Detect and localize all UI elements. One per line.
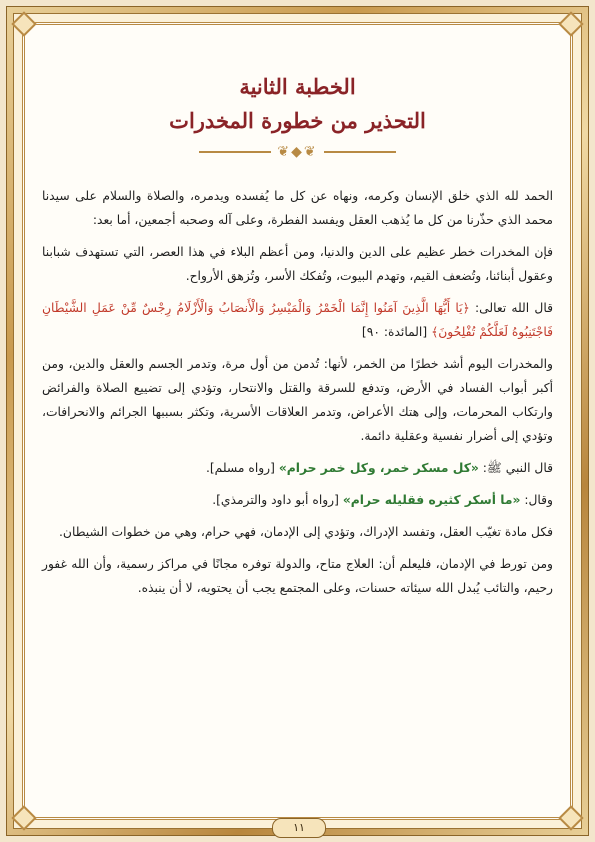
title-divider [42, 144, 553, 160]
paragraph-quran [42, 296, 553, 344]
page-subtitle: التحذير من خطورة المخدرات [169, 108, 426, 133]
page-title: الخطبة الثانية [239, 74, 356, 99]
paragraph-hadith-2 [42, 488, 553, 512]
hadith-intro: وقال: [520, 493, 553, 507]
hadith-text: «ما أسكر كثيره فقليله حرام» [342, 493, 521, 507]
quran-reference: [المائدة: ٩٠] [361, 325, 432, 339]
flourish-icon: ❦◆❦ [277, 144, 318, 160]
hadith-reference: [رواه مسلم]. [205, 461, 279, 475]
hadith-text: «كل مسكر خمر، وكل خمر حرام» [278, 461, 479, 475]
paragraph-treatment: ومن تورط في الإدمان، فليعلم أن: العلاج متاح، والدولة توفره مجانًا في مراكز رسمية، وأن الله غفور رحيم، والتائب يُبدل الله سيئاته حسنات، وعلى المجتمع يجب أن يحتويه، لا أن ينبذه. [42, 557, 553, 595]
hadith-intro: قال النبي ﷺ: [478, 461, 553, 475]
quran-verse: ﴿يَا أَيُّهَا الَّذِينَ آمَنُوا إِنَّمَا الْخَمْرُ وَالْمَيْسِرُ وَالْأَنصَابُ وَالْأَزْلَامُ رِجْسٌ مِّنْ عَمَلِ الشَّيْطَانِ فَاجْتَنِبُوهُ لَعَلَّكُمْ تُفْلِحُونَ﴾ [42, 301, 553, 339]
paragraph-hadith-1 [42, 456, 553, 480]
sermon-content [42, 70, 553, 608]
quran-intro: قال الله تعالى: [469, 301, 553, 315]
page-number: ١١ [272, 818, 326, 838]
paragraph-danger: فإن المخدرات خطر عظيم على الدين والدنيا، ومن أعظم البلاء في هذا العصر، التي تستهدف شبابنا وعقول أبنائنا، وتُضعف القيم، وتهدم البيوت، وتُفكك الأسر، وتُزهق الأرواح. [42, 245, 553, 283]
paragraph-ruling: فكل مادة تغيّب العقل، وتفسد الإدراك، وتؤدي إلى الإدمان، فهي حرام، وهي من خطوات الشيطان. [59, 525, 553, 539]
paragraph-opening: الحمد لله الذي خلق الإنسان وكرمه، ونهاه عن كل ما يُفسده ويدمره، والصلاة والسلام على سيدنا محمد الذي حذّرنا من كل ما يُذهب العقل ويفسد الفطرة، وعلى آله وصحبه أجمعين، أما بعد: [42, 189, 553, 227]
paragraph-harms: والمخدرات اليوم أشد خطرًا من الخمر، لأنها: تُدمن من أول مرة، وتدمر الجسم والعقل والدين، ومن أكبر أبواب الفساد في الأرض، وتدفع للسرقة والقتل والانتحار، وتؤدي إلى تضييع الصلاة والفرائض وارتكاب المحرمات، وإلى هتك الأعراض، وتدمر العلاقات الأسرية، وتكثر بسببها الجرائم والانحرافات، وتؤدي إلى أضرار نفسية وعقلية دائمة. [42, 357, 553, 443]
hadith-reference: [رواه أبو داود والترمذي]. [212, 493, 343, 507]
divider-line [199, 151, 271, 153]
divider-line [324, 151, 396, 153]
